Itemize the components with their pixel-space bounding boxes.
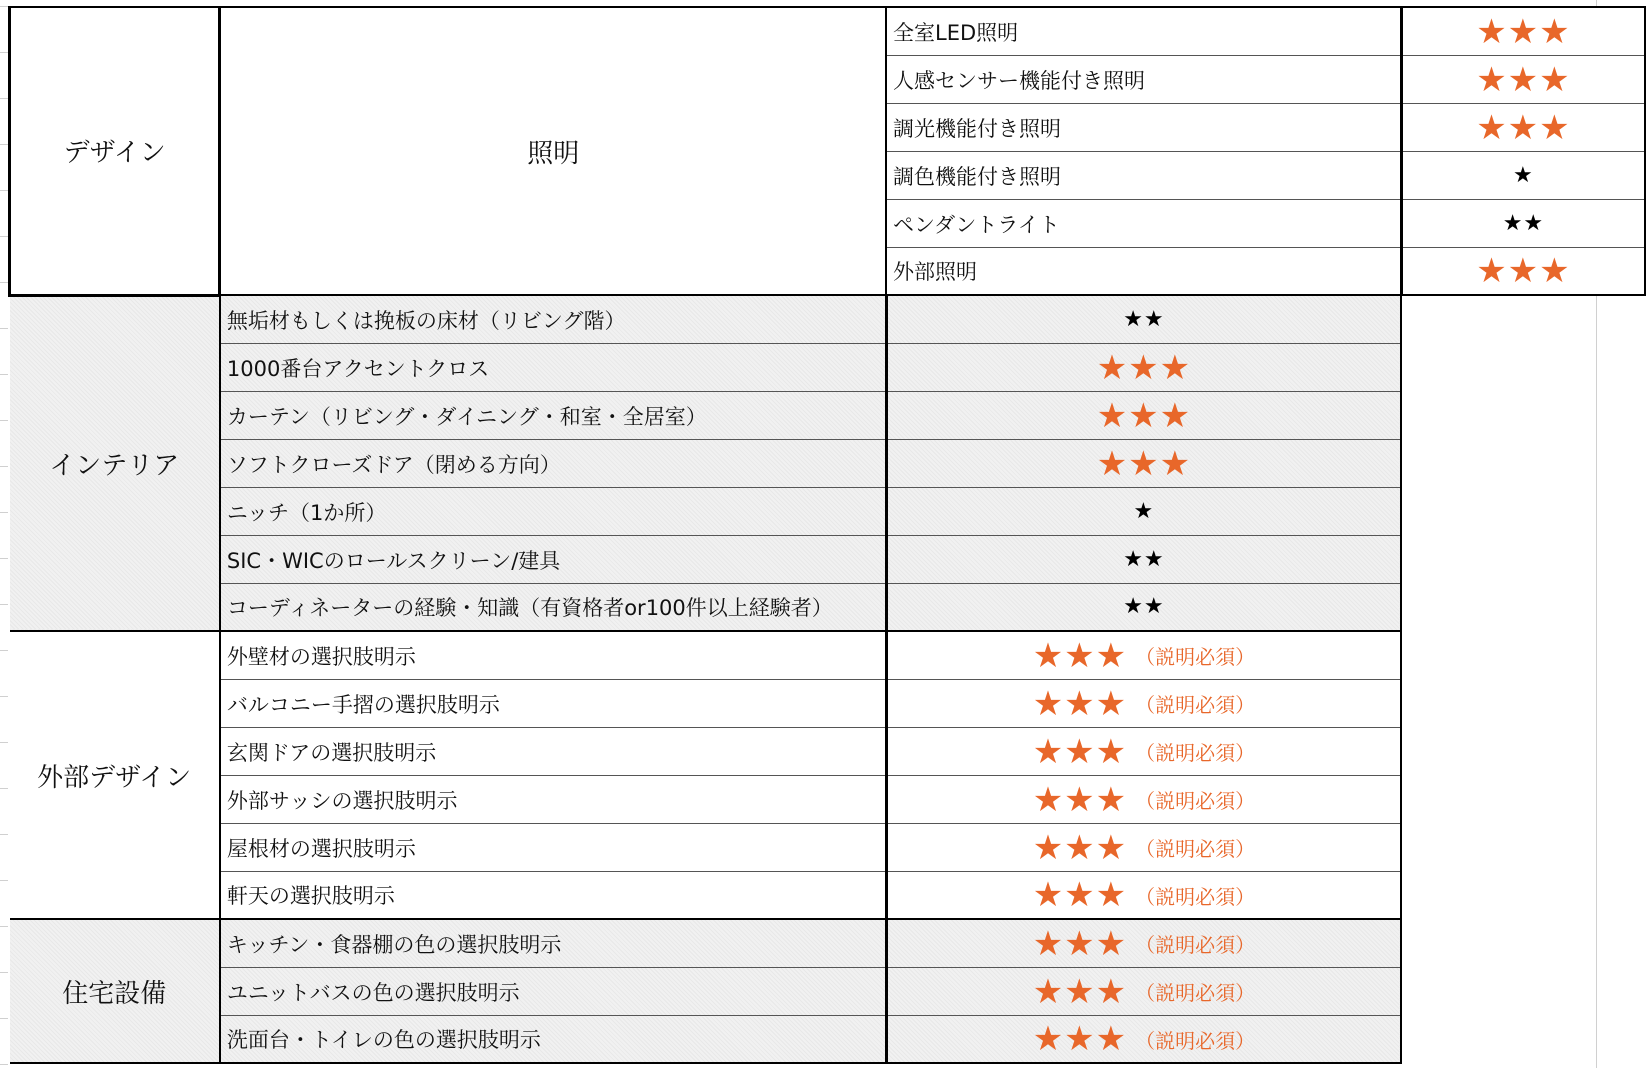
sheet-gridline xyxy=(0,1018,8,1019)
sheet-gridline xyxy=(0,328,8,329)
rating-cell[interactable] xyxy=(886,488,1401,536)
star-rating-icon: ★★★ xyxy=(1032,635,1128,676)
item-cell[interactable]: キッチン・食器棚の色の選択肢明示 xyxy=(220,919,886,968)
star-rating-icon: ★★★ xyxy=(1476,11,1571,52)
rating xyxy=(1032,971,1256,1012)
rating-cell[interactable] xyxy=(886,776,1401,824)
rating-cell[interactable] xyxy=(1401,200,1645,248)
item-cell[interactable]: 調色機能付き照明 xyxy=(886,152,1401,200)
star-rating-icon: ★★★ xyxy=(1476,251,1571,291)
rating-cell[interactable] xyxy=(886,1016,1401,1064)
sheet-gridline xyxy=(0,788,8,789)
star-rating-icon: ★★★ xyxy=(1032,1019,1128,1059)
star-rating-icon: ★★★ xyxy=(1096,347,1192,388)
rating-cell[interactable] xyxy=(886,536,1401,584)
item-cell[interactable]: ソフトクローズドア（閉める方向） xyxy=(220,440,886,488)
star-rating-icon: ★★ xyxy=(1502,210,1545,236)
group-1 xyxy=(10,295,1646,631)
rating-cell[interactable] xyxy=(1401,56,1645,104)
rating-cell[interactable] xyxy=(886,295,1401,344)
rating-cell[interactable] xyxy=(886,392,1401,440)
star-rating-icon: ★★★ xyxy=(1032,731,1128,772)
table-row xyxy=(10,488,1646,536)
table-row xyxy=(10,776,1646,824)
item-cell[interactable]: 外部照明 xyxy=(886,248,1401,296)
table-row xyxy=(10,919,1646,968)
group-2 xyxy=(10,631,1646,919)
item-cell[interactable]: 外壁材の選択肢明示 xyxy=(220,631,886,680)
rating xyxy=(1133,498,1155,524)
table-row xyxy=(10,392,1646,440)
explanation-required-note: （説明必須） xyxy=(1135,1028,1256,1053)
item-cell[interactable]: 1000番台アクセントクロス xyxy=(220,344,886,392)
explanation-required-note: （説明必須） xyxy=(1135,693,1256,717)
rating xyxy=(1513,162,1534,188)
rating xyxy=(1032,875,1256,915)
explanation-required-note: （説明必須） xyxy=(1135,981,1256,1005)
rating-cell[interactable] xyxy=(886,824,1401,872)
explanation-required-note: （説明必須） xyxy=(1135,884,1256,909)
rating-cell[interactable] xyxy=(1401,7,1645,56)
sheet-gridline xyxy=(0,190,8,191)
star-rating-icon: ★★ xyxy=(1123,546,1165,572)
star-rating-icon: ★★★ xyxy=(1096,395,1192,436)
rating xyxy=(1502,210,1545,236)
rating xyxy=(1096,443,1192,484)
rating-cell[interactable] xyxy=(886,584,1401,632)
table-row xyxy=(10,295,1646,344)
sheet-gridline xyxy=(0,604,8,605)
rating xyxy=(1032,683,1256,724)
table-row xyxy=(10,824,1646,872)
sheet-gridline xyxy=(0,6,8,7)
sheet-gridline xyxy=(0,52,8,53)
item-cell[interactable]: 無垢材もしくは挽板の床材（リビング階） xyxy=(220,295,886,344)
rating xyxy=(1032,827,1256,868)
rating xyxy=(1476,251,1571,291)
rating xyxy=(1096,395,1192,436)
group-3 xyxy=(10,919,1646,1063)
sheet-gridline xyxy=(0,98,8,99)
rating xyxy=(1096,347,1192,388)
sheet-gridline xyxy=(0,650,8,651)
subcategory-cell[interactable]: 照明 xyxy=(220,7,886,295)
explanation-required-note: （説明必須） xyxy=(1135,741,1256,765)
table-row xyxy=(10,631,1646,680)
sheet-gridline xyxy=(0,282,8,283)
rating-cell[interactable] xyxy=(886,631,1401,680)
table-row xyxy=(10,968,1646,1016)
item-cell[interactable]: 洗面台・トイレの色の選択肢明示 xyxy=(220,1016,886,1064)
rating xyxy=(1032,731,1256,772)
star-rating-icon: ★★★ xyxy=(1032,923,1128,964)
subcategory-cell[interactable]: 住宅設備 xyxy=(10,919,220,1063)
rating-cell[interactable] xyxy=(886,968,1401,1016)
sheet-gridline xyxy=(0,834,8,835)
item-cell[interactable]: 玄関ドアの選択肢明示 xyxy=(220,728,886,776)
sheet-gridline xyxy=(0,880,8,881)
item-cell[interactable]: カーテン（リビング・ダイニング・和室・全居室） xyxy=(220,392,886,440)
rating xyxy=(1476,107,1571,148)
sheet-gridline xyxy=(0,466,8,467)
rating-cell[interactable] xyxy=(886,440,1401,488)
star-rating-icon: ★★★ xyxy=(1032,875,1128,915)
item-cell[interactable]: コーディネーターの経験・知識（有資格者or100件以上経験者） xyxy=(220,584,886,632)
sheet-gridline xyxy=(0,374,8,375)
table-row xyxy=(10,440,1646,488)
item-cell[interactable]: ユニットバスの色の選択肢明示 xyxy=(220,968,886,1016)
star-rating-icon: ★★★ xyxy=(1032,827,1128,868)
rating xyxy=(1032,1019,1256,1059)
star-rating-icon: ★★ xyxy=(1123,306,1165,332)
sheet-gridline xyxy=(0,512,8,513)
explanation-required-note: （説明必須） xyxy=(1135,933,1256,957)
sheet-gridline xyxy=(0,558,8,559)
subcategory-cell[interactable]: インテリア xyxy=(10,295,220,631)
rating xyxy=(1123,596,1164,618)
rating-cell[interactable] xyxy=(886,919,1401,968)
star-rating-icon: ★★★ xyxy=(1476,59,1571,100)
table-row xyxy=(10,344,1646,392)
star-rating-icon: ★★ xyxy=(1123,594,1165,619)
rating-cell[interactable] xyxy=(1401,248,1645,296)
star-rating-icon: ★★★ xyxy=(1032,683,1128,724)
category-cell[interactable]: デザイン xyxy=(10,7,220,295)
subcategory-cell[interactable]: 外部デザイン xyxy=(10,631,220,919)
table-row xyxy=(10,728,1646,776)
item-cell[interactable]: 調光機能付き照明 xyxy=(886,104,1401,152)
explanation-required-note: （説明必須） xyxy=(1135,645,1256,669)
rating-cell[interactable] xyxy=(886,680,1401,728)
rating xyxy=(1032,923,1256,964)
table-row xyxy=(10,7,1646,56)
rating-cell[interactable] xyxy=(1401,152,1645,200)
table-row xyxy=(10,680,1646,728)
sheet-gridline xyxy=(0,926,8,927)
table-row xyxy=(10,1016,1646,1064)
item-cell[interactable]: SIC・WICのロールスクリーン/建具 xyxy=(220,536,886,584)
item-cell[interactable]: 軒天の選択肢明示 xyxy=(220,872,886,920)
item-cell[interactable]: バルコニー手摺の選択肢明示 xyxy=(220,680,886,728)
rating-cell[interactable] xyxy=(886,344,1401,392)
rating-cell[interactable] xyxy=(886,728,1401,776)
explanation-required-note: （説明必須） xyxy=(1135,789,1256,813)
sheet-gridline xyxy=(0,696,8,697)
requirements-table xyxy=(8,6,1646,1064)
rating-cell[interactable] xyxy=(886,872,1401,920)
item-cell[interactable]: ペンダントライト xyxy=(886,200,1401,248)
sheet-gridline xyxy=(0,972,8,973)
rating xyxy=(1123,546,1165,572)
rating-cell[interactable] xyxy=(1401,104,1645,152)
table-row xyxy=(10,584,1646,632)
item-cell[interactable]: 外部サッシの選択肢明示 xyxy=(220,776,886,824)
item-cell[interactable]: ニッチ（1か所） xyxy=(220,488,886,536)
star-rating-icon: ★★★ xyxy=(1096,443,1192,484)
sheet-gridline xyxy=(0,144,8,145)
group-0 xyxy=(10,7,1646,295)
rating xyxy=(1032,779,1256,820)
rating xyxy=(1476,59,1571,100)
star-rating-icon: ★★★ xyxy=(1032,971,1128,1012)
rating xyxy=(1123,306,1165,332)
sheet-gridline xyxy=(0,742,8,743)
star-rating-icon: ★★★ xyxy=(1032,779,1128,820)
sheet-gridline xyxy=(0,420,8,421)
sheet-gridline xyxy=(0,1064,8,1065)
star-rating-icon: ★ xyxy=(1133,498,1155,524)
item-cell[interactable]: 全室LED照明 xyxy=(886,7,1401,56)
star-rating-icon: ★ xyxy=(1513,162,1534,188)
item-cell[interactable]: 屋根材の選択肢明示 xyxy=(220,824,886,872)
star-rating-icon: ★★★ xyxy=(1476,107,1571,148)
explanation-required-note: （説明必須） xyxy=(1135,837,1256,861)
rating xyxy=(1032,635,1256,676)
rating xyxy=(1476,11,1571,52)
table-row xyxy=(10,536,1646,584)
item-cell[interactable]: 人感センサー機能付き照明 xyxy=(886,56,1401,104)
sheet-gridline xyxy=(0,236,8,237)
table-row xyxy=(10,872,1646,920)
